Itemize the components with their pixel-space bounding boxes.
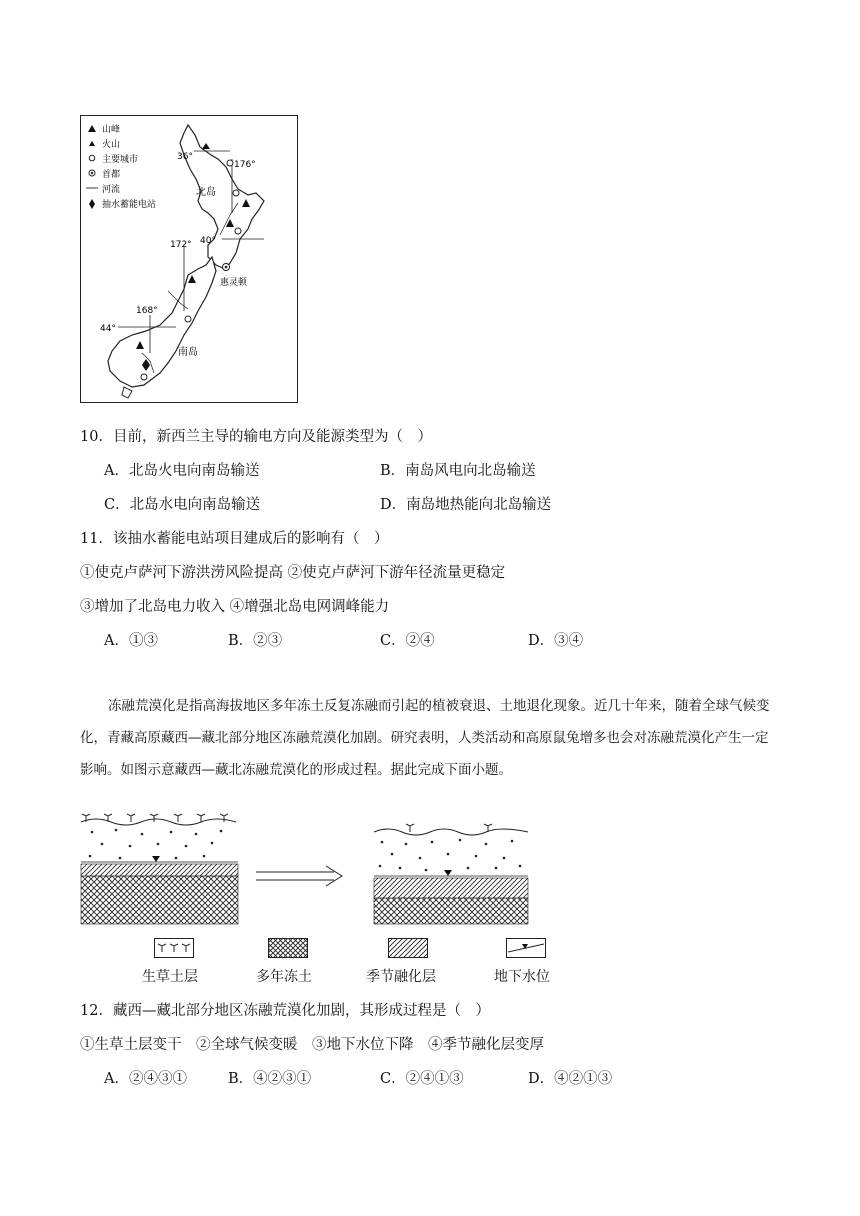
q11-statements-line2: ③增加了北岛电力收入 ④增强北岛电网调峰能力 [80,599,390,615]
q10-option-b[interactable]: B．南岛风电向北岛输送 [380,463,536,479]
label-lon-176: 176° [234,160,256,170]
q11-option-d[interactable]: D．③④ [528,633,584,649]
q11-option-a[interactable]: A．①③ [104,633,158,649]
label-wellington: 惠灵顿 [220,278,248,288]
label-lon-168: 168° [136,306,158,316]
legend-capital: 首都 [102,170,121,180]
grass-layer-icon [154,938,194,958]
city-icon [89,155,95,161]
permafrost-icon [268,938,308,958]
legend-seasonal-layer: 季节融化层 [366,969,436,985]
legend-city: 主要城市 [102,155,139,165]
legend-permafrost: 多年冻土 [256,969,312,985]
after-profile [374,824,528,924]
q12-stem: 12．藏西—藏北部分地区冻融荒漠化加剧，其形成过程是（ ） [80,1003,490,1019]
city-icon [227,160,233,166]
legend-station: 抽水蓄能电站 [102,200,157,210]
desertification-process-svg [76,810,546,930]
seasonal-thaw-layer-icon [388,938,428,958]
q10-option-c[interactable]: C．北岛水电向南岛输送 [104,497,261,513]
water-table-marker [444,870,452,876]
before-profile [81,814,238,924]
nz-map-figure [80,115,298,403]
process-arrow [256,866,342,886]
passage-text: 冻融荒漠化是指高海拔地区多年冻土反复冻融而引起的植被衰退、土地退化现象。近几十年来，随着全球气候变化，青藏高原藏西—藏北部分地区冻融荒漠化加剧。研究表明，人类活动和高原鼠兔增多也会对冻融荒漠化产生一定影响。如图示意藏西—藏北冻融荒漠化的形成过程。据此完成下面小题。 [80,698,770,778]
q10-stem: 10．目前，新西兰主导的输电方向及能源类型为（ ） [80,429,432,445]
q10-option-d[interactable]: D．南岛地热能向北岛输送 [380,497,552,513]
desertification-diagram [76,810,546,930]
diagram-legend [130,938,590,988]
nz-map [80,115,298,403]
city-icon [233,190,239,196]
city-icon [141,374,147,380]
legend-water-table: 地下水位 [494,969,550,985]
water-table-icon [506,938,546,958]
label-south-island: 南岛 [178,347,198,358]
q12-option-c[interactable]: C．②④①③ [380,1071,464,1087]
q11-stem: 11．该抽水蓄能电站项目建成后的影响有（ ） [80,531,389,547]
water-table-marker [152,856,160,862]
label-north-island: 北岛 [196,187,216,198]
q12-option-d[interactable]: D．④②①③ [528,1071,613,1087]
legend-river: 河流 [102,185,121,195]
q12-option-a[interactable]: A．②④③① [104,1071,187,1087]
q12-statements: ①生草土层变干 ②全球气候变暖 ③地下水位下降 ④季节融化层变厚 [80,1037,544,1053]
legend-volcano: 火山 [102,140,121,150]
q10-option-a[interactable]: A．北岛火电向南岛输送 [104,463,260,479]
q11-option-c[interactable]: C．②④ [380,633,435,649]
q11-option-b[interactable]: B．②③ [228,633,283,649]
label-lat-40: 40° [200,236,216,246]
legend-grass-layer: 生草土层 [142,969,198,985]
city-icon [185,316,191,322]
city-icon [235,228,241,234]
label-lon-172: 172° [170,240,192,250]
label-lat-44: 44° [100,324,116,334]
q11-statements-line1: ①使克卢萨河下游洪涝风险提高 ②使克卢萨河下游年径流量更稳定 [80,565,506,581]
legend-peak: 山峰 [102,125,121,135]
label-lat-36: 36° [177,152,193,162]
q12-option-b[interactable]: B．④②③① [228,1071,312,1087]
